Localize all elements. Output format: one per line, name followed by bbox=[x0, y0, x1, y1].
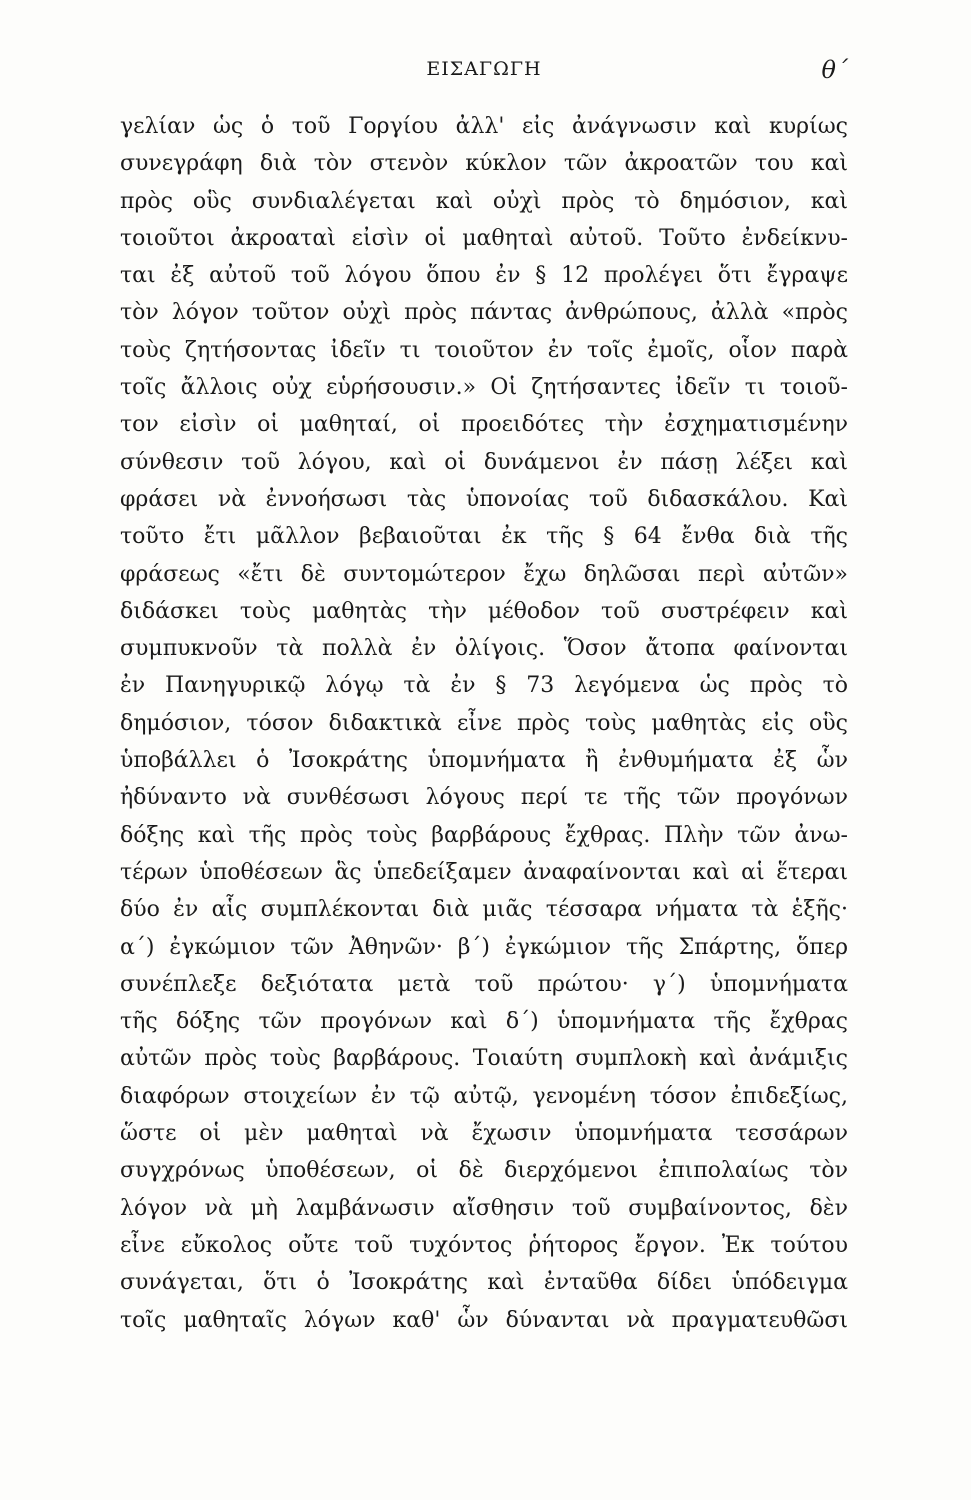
body-text bbox=[120, 108, 848, 1339]
text-line: συνέπλεξε δεξιότατα μετὰ τοῦ πρώτου· γ΄) ὑπομνήματα bbox=[120, 971, 848, 997]
text-line: διαφόρων στοιχείων ἐν τῷ αὐτῷ, γενομένη τόσον ἐπιδεξίως, bbox=[120, 1083, 848, 1109]
text-line: αὐτῶν πρὸς τοὺς βαρβάρους. Τοιαύτη συμπλοκὴ καὶ ἀνάμιξις bbox=[120, 1046, 848, 1072]
text-line: τοῖς ἄλλοις οὐχ εὑρήσουσιν.» Οἱ ζητήσαντες ἰδεῖν τι τοιοῦ- bbox=[120, 375, 848, 401]
text-line: συμπυκνοῦν τὰ πολλὰ ἐν ὀλίγοις. Ὅσον ἄτοπα φαίνονται bbox=[120, 636, 848, 662]
text-line: φράσει νὰ ἐννοήσωσι τὰς ὑπονοίας τοῦ διδασκάλου. Καὶ bbox=[120, 486, 848, 512]
page-number: θ΄ bbox=[821, 56, 848, 84]
text-line: ται ἐξ αὐτοῦ τοῦ λόγου ὅπου ἐν § 12 προλέγει ὅτι ἔγραψε bbox=[120, 263, 848, 289]
text-line: τῆς δόξης τῶν προγόνων καὶ δ΄) ὑπομνήματα τῆς ἔχθρας bbox=[120, 1009, 848, 1035]
text-line: τοῖς μαθηταῖς λόγων καθ' ὧν δύνανται νὰ πραγματευθῶσι bbox=[120, 1307, 848, 1333]
text-line: τοιοῦτοι ἀκροαταὶ εἰσὶν οἱ μαθηταὶ αὐτοῦ. Τοῦτο ἐνδείκνυ- bbox=[120, 225, 848, 251]
text-line: ἠδύναντο νὰ συνθέσωσι λόγους περί τε τῆς τῶν προγόνων bbox=[120, 785, 848, 811]
text-line: λόγον νὰ μὴ λαμβάνωσιν αἴσθησιν τοῦ συμβαίνοντος, δὲν bbox=[120, 1195, 848, 1221]
text-line: ὑποβάλλει ὁ Ἰσοκράτης ὑπομνήματα ἢ ἐνθυμήματα ἐξ ὧν bbox=[120, 748, 848, 774]
text-line: ὥστε οἱ μὲν μαθηταὶ νὰ ἔχωσιν ὑπομνήματα τεσσάρων bbox=[120, 1121, 848, 1147]
text-line: δόξης καὶ τῆς πρὸς τοὺς βαρβάρους ἔχθρας. Πλὴν τῶν ἀνω- bbox=[120, 822, 848, 848]
text-line: α΄) ἐγκώμιον τῶν Ἀθηνῶν· β΄) ἐγκώμιον τῆς Σπάρτης, ὅπερ bbox=[120, 934, 848, 960]
running-head: ΕΙΣΑΓΩΓΗ bbox=[426, 58, 542, 80]
text-line: ἐν Πανηγυρικῷ λόγῳ τὰ ἐν § 73 λεγόμενα ὡς πρὸς τὸ bbox=[120, 673, 848, 699]
text-line: τὸν λόγον τοῦτον οὐχὶ πρὸς πάντας ἀνθρώπους, ἀλλὰ «πρὸς bbox=[120, 300, 848, 326]
text-line: συγχρόνως ὑποθέσεων, οἱ δὲ διερχόμενοι ἐπιπολαίως τὸν bbox=[120, 1158, 848, 1184]
page-header bbox=[120, 58, 848, 88]
text-line: φράσεως «ἔτι δὲ συντομώτερον ἔχω δηλῶσαι περὶ αὐτῶν» bbox=[120, 561, 848, 587]
text-line: τοῦτο ἔτι μᾶλλον βεβαιοῦται ἐκ τῆς § 64 ἔνθα διὰ τῆς bbox=[120, 524, 848, 550]
text-line: σύνθεσιν τοῦ λόγου, καὶ οἱ δυνάμενοι ἐν πάσῃ λέξει καὶ bbox=[120, 449, 848, 475]
text-line: πρὸς οὓς συνδιαλέγεται καὶ οὐχὶ πρὸς τὸ δημόσιον, καὶ bbox=[120, 188, 848, 214]
text-line: συνεγράφη διὰ τὸν στενὸν κύκλον τῶν ἀκροατῶν του καὶ bbox=[120, 151, 848, 177]
text-line: διδάσκει τοὺς μαθητὰς τὴν μέθοδον τοῦ συστρέφειν καὶ bbox=[120, 598, 848, 624]
text-line: εἶνε εὔκολος οὔτε τοῦ τυχόντος ῥήτορος ἔργον. Ἐκ τούτου bbox=[120, 1232, 848, 1258]
text-line: συνάγεται, ὅτι ὁ Ἰσοκράτης καὶ ἐνταῦθα δίδει ὑπόδειγμα bbox=[120, 1270, 848, 1296]
text-line: δημόσιον, τόσον διδακτικὰ εἶνε πρὸς τοὺς μαθητὰς εἰς οὓς bbox=[120, 710, 848, 736]
text-line: τέρων ὑποθέσεων ἃς ὑπεδείξαμεν ἀναφαίνονται καὶ αἱ ἕτεραι bbox=[120, 859, 848, 885]
text-line: γελίαν ὡς ὁ τοῦ Γοργίου ἀλλ' εἰς ἀνάγνωσιν καὶ κυρίως bbox=[120, 114, 848, 139]
text-line: τον εἰσὶν οἱ μαθηταί, οἱ προειδότες τὴν ἐσχηματισμένην bbox=[120, 412, 848, 438]
text-line: δύο ἐν αἷς συμπλέκονται διὰ μιᾶς τέσσαρα νήματα τὰ ἑξῆς· bbox=[120, 897, 848, 923]
text-line: τοὺς ζητήσοντας ἰδεῖν τι τοιοῦτον ἐν τοῖς ἐμοῖς, οἷον παρὰ bbox=[120, 337, 848, 363]
